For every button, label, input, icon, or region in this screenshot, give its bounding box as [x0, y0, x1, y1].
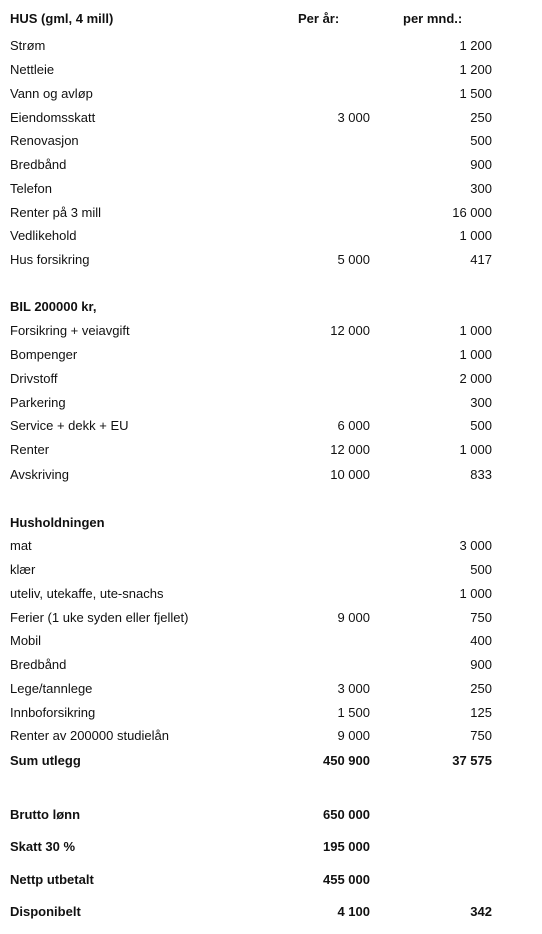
row-month-value: 1 000: [459, 442, 492, 457]
row-year-value: 3 000: [337, 110, 370, 125]
row-year-value: 3 000: [337, 681, 370, 696]
sum-year-value: 450 900: [323, 753, 370, 768]
section-title-bil: BIL 200000 kr,: [10, 299, 97, 314]
row-month-value: 1 000: [459, 323, 492, 338]
row-label: Renter: [10, 442, 50, 457]
row-year-value: 10 000: [330, 467, 370, 482]
column-header-per-year: Per år:: [298, 11, 340, 26]
row-month-value: 500: [470, 418, 492, 433]
table-row: [0, 131, 542, 151]
row-label: Lege/tannlege: [10, 681, 93, 696]
row-month-value: 1 000: [459, 347, 492, 362]
row-label: Hus forsikring: [10, 252, 90, 267]
row-label: klær: [10, 562, 36, 577]
row-label: Avskriving: [10, 467, 70, 482]
row-month-value: 3 000: [459, 538, 492, 553]
table-row: [0, 416, 542, 436]
table-row: [0, 584, 542, 604]
row-label: Eiendomsskatt: [10, 110, 96, 125]
row-month-value: 1 500: [459, 86, 492, 101]
table-row: [0, 440, 542, 460]
row-year-value: 1 500: [337, 705, 370, 720]
row-month-value: 750: [470, 728, 492, 743]
table-row: [0, 36, 542, 56]
summary-label: Brutto lønn: [10, 807, 81, 822]
table-row: [0, 226, 542, 246]
table-row: [0, 250, 542, 270]
column-header-per-month: per mnd.:: [403, 11, 463, 26]
row-label: Mobil: [10, 633, 42, 648]
row-month-value: 1 000: [459, 228, 492, 243]
section-title-husholdningen: Husholdningen: [10, 515, 105, 530]
row-label: Renter på 3 mill: [10, 205, 102, 220]
summary-year-value: 195 000: [323, 839, 370, 854]
summary-year-value: 650 000: [323, 807, 370, 822]
row-label: Renter av 200000 studielån: [10, 728, 170, 743]
row-month-value: 1 000: [459, 586, 492, 601]
row-label: Bredbånd: [10, 157, 67, 172]
row-month-value: 833: [470, 467, 492, 482]
row-month-value: 2 000: [459, 371, 492, 386]
row-month-value: 500: [470, 562, 492, 577]
row-label: Service + dekk + EU: [10, 418, 129, 433]
row-month-value: 250: [470, 681, 492, 696]
row-label: Renovasjon: [10, 133, 79, 148]
row-year-value: 9 000: [337, 728, 370, 743]
row-month-value: 900: [470, 657, 492, 672]
row-label: mat: [10, 538, 32, 553]
row-month-value: 125: [470, 705, 492, 720]
section-header-row: [0, 513, 542, 533]
row-label: Parkering: [10, 395, 66, 410]
row-year-value: 5 000: [337, 252, 370, 267]
row-label: Strøm: [10, 38, 46, 53]
section-header-row: [0, 297, 542, 317]
row-label: Telefon: [10, 181, 52, 196]
row-month-value: 417: [470, 252, 492, 267]
row-label: Ferier (1 uke syden eller fjellet): [10, 610, 189, 625]
section-title-hus: HUS (gml, 4 mill): [10, 11, 114, 26]
table-row: [0, 203, 542, 223]
row-month-value: 1 200: [459, 62, 492, 77]
summary-label: Skatt 30 %: [10, 839, 76, 854]
row-label: Vedlikehold: [10, 228, 77, 243]
table-row: [0, 179, 542, 199]
row-label: Bredbånd: [10, 657, 67, 672]
table-row: [0, 655, 542, 675]
row-year-value: 12 000: [330, 442, 370, 457]
summary-row-brutto: [0, 805, 542, 825]
row-month-value: 750: [470, 610, 492, 625]
table-row: [0, 726, 542, 746]
sum-label: Sum utlegg: [10, 753, 81, 768]
sum-row: [0, 751, 542, 771]
row-year-value: 6 000: [337, 418, 370, 433]
header-row: [0, 9, 542, 29]
summary-label: Disponibelt: [10, 904, 81, 919]
summary-row-disponibelt: [0, 902, 542, 922]
sum-month-value: 37 575: [452, 753, 492, 768]
row-label: uteliv, utekaffe, ute-snachs: [10, 586, 164, 601]
summary-month-value: 342: [470, 904, 492, 919]
table-row: [0, 321, 542, 341]
row-label: Vann og avløp: [10, 86, 93, 101]
summary-row-skatt: [0, 837, 542, 857]
summary-year-value: 455 000: [323, 872, 370, 887]
summary-year-value: 4 100: [337, 904, 370, 919]
table-row: [0, 84, 542, 104]
row-month-value: 16 000: [452, 205, 492, 220]
row-label: Innboforsikring: [10, 705, 96, 720]
row-label: Drivstoff: [10, 371, 58, 386]
table-row: [0, 108, 542, 128]
row-month-value: 250: [470, 110, 492, 125]
table-row: [0, 631, 542, 651]
row-year-value: 9 000: [337, 610, 370, 625]
row-month-value: 1 200: [459, 38, 492, 53]
row-label: Nettleie: [10, 62, 55, 77]
table-row: [0, 393, 542, 413]
table-row: [0, 155, 542, 175]
table-row: [0, 703, 542, 723]
summary-label: Nettp utbetalt: [10, 872, 94, 887]
row-label: Forsikring + veiavgift: [10, 323, 130, 338]
table-row: [0, 608, 542, 628]
table-row: [0, 369, 542, 389]
table-row: [0, 536, 542, 556]
row-month-value: 300: [470, 181, 492, 196]
row-month-value: 900: [470, 157, 492, 172]
table-row: [0, 679, 542, 699]
row-month-value: 400: [470, 633, 492, 648]
table-row: [0, 60, 542, 80]
summary-row-netto: [0, 870, 542, 890]
row-month-value: 500: [470, 133, 492, 148]
table-row: [0, 560, 542, 580]
row-year-value: 12 000: [330, 323, 370, 338]
row-month-value: 300: [470, 395, 492, 410]
row-label: Bompenger: [10, 347, 78, 362]
table-row: [0, 345, 542, 365]
table-row: [0, 465, 542, 485]
